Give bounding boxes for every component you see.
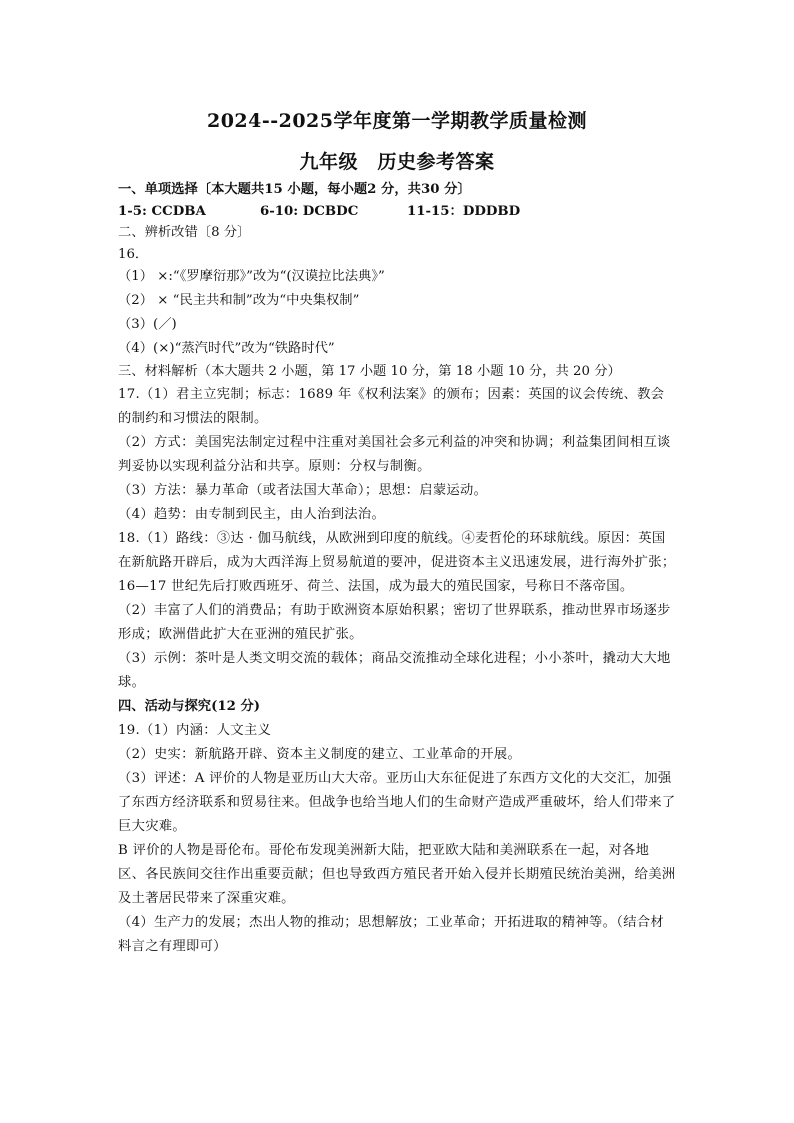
q17-part-4: （4）趋势：由专制到民主，由人治到法治。: [118, 506, 386, 522]
q16-item-2: （2） × “民主共和制”改为“中央集权制”: [118, 293, 360, 308]
q16-item-3: （3）(／): [118, 317, 177, 332]
q16-item-4: （4）(×)“蒸汽时代”改为“铁路时代”: [118, 341, 335, 356]
mc-answer-11-15: 11-15：DDDBD: [407, 203, 521, 219]
section3-heading: 三、材料解析（本大题共 2 小题，第 17 小题 10 分，第 18 小题 10 分，共 20 分）: [118, 364, 621, 379]
section4-heading: 四、活动与探究(12 分): [118, 698, 261, 714]
q19-part-2: （2）史实：新航路开辟、资本主义制度的建立、工业革命的开展。: [118, 746, 522, 762]
q17-part-2: （2）方式：美国宪法制定过程中注重对美国社会多元利益的冲突和协调；利益集团间相互谈判妥协以实现利益分沾和共享。原则：分权与制衡。: [118, 434, 671, 474]
q16-item-1: （1） ×:“《罗摩衍那》”改为“(汉谟拉比法典》”: [118, 269, 385, 284]
q19-part-4: （4）生产力的发展；杰出人物的推动；思想解放；工业革命；开拓进取的精神等。（结合材料言之有理即可）: [118, 914, 664, 954]
section1-heading: 一、单项选择〔本大题共15 小题，每小题2 分，共30 分〕: [118, 182, 471, 197]
q19-part-3: （3）评述：A 评价的人物是亚历山大大帝。亚历山大东征促进了东西方文化的大交汇，加强了东西方经济联系和贸易往来。但战争也给当地人们的生命财产造成严重破坏，给人们带来了巨大灾难。: [118, 770, 676, 834]
mc-answer-1-5: 1-5: CCDBA: [118, 203, 206, 219]
q19-part-1: 19.（1）内涵：人文主义: [118, 722, 272, 738]
q17-part-1: 17.（1）君主立宪制；标志：1689 年《权利法案》的颁布；因素：英国的议会传统、教会的制约和习惯法的限制。: [118, 386, 665, 426]
q18-part-1: 18.（1）路线：③达 · 伽马航线，从欧洲到印度的航线。④麦哲伦的环球航线。原因：英国在新航路开辟后，成为大西洋海上贸易航道的要冲，促进资本主义迅速发展，进行海外扩张；16—17 世纪先后打败西班牙、荷兰、法国，成为最大的殖民国家，号称日不落帝国。: [118, 530, 676, 594]
question-16-number: 16．: [118, 246, 149, 262]
q19-part-3-b: B 评价的人物是哥伦布。哥伦布发现美洲新大陆，把亚欧大陆和美洲联系在一起，对各地区、各民族间交往作出重要贡献；但也导致西方殖民者开始入侵并长期殖民统治美洲，给美洲及土著居民带来了深重灾难。: [118, 842, 676, 906]
answer-content: [118, 179, 676, 959]
q18-part-2: （2）丰富了人们的消费品；有助于欧洲资本原始积累；密切了世界联系，推动世界市场逐步形成；欧洲借此扩大在亚洲的殖民扩张。: [118, 602, 671, 642]
mc-answer-6-10: 6-10: DCBDC: [260, 203, 359, 219]
section2-heading: 二、辨析改错〔8 分〕: [118, 225, 251, 240]
q17-part-3: （3）方法：暴力革命（或者法国大革命）；思想：启蒙运动。: [118, 482, 488, 498]
document-subtitle: 九年级 历史参考答案: [299, 151, 495, 173]
q18-part-3: （3）示例：茶叶是人类文明交流的载体；商品交流推动全球化进程；小小茶叶，撬动大大地球。: [118, 650, 671, 690]
mc-answers-row: [118, 201, 676, 223]
document-title: 2024--2025学年度第一学期教学质量检测: [206, 110, 588, 132]
